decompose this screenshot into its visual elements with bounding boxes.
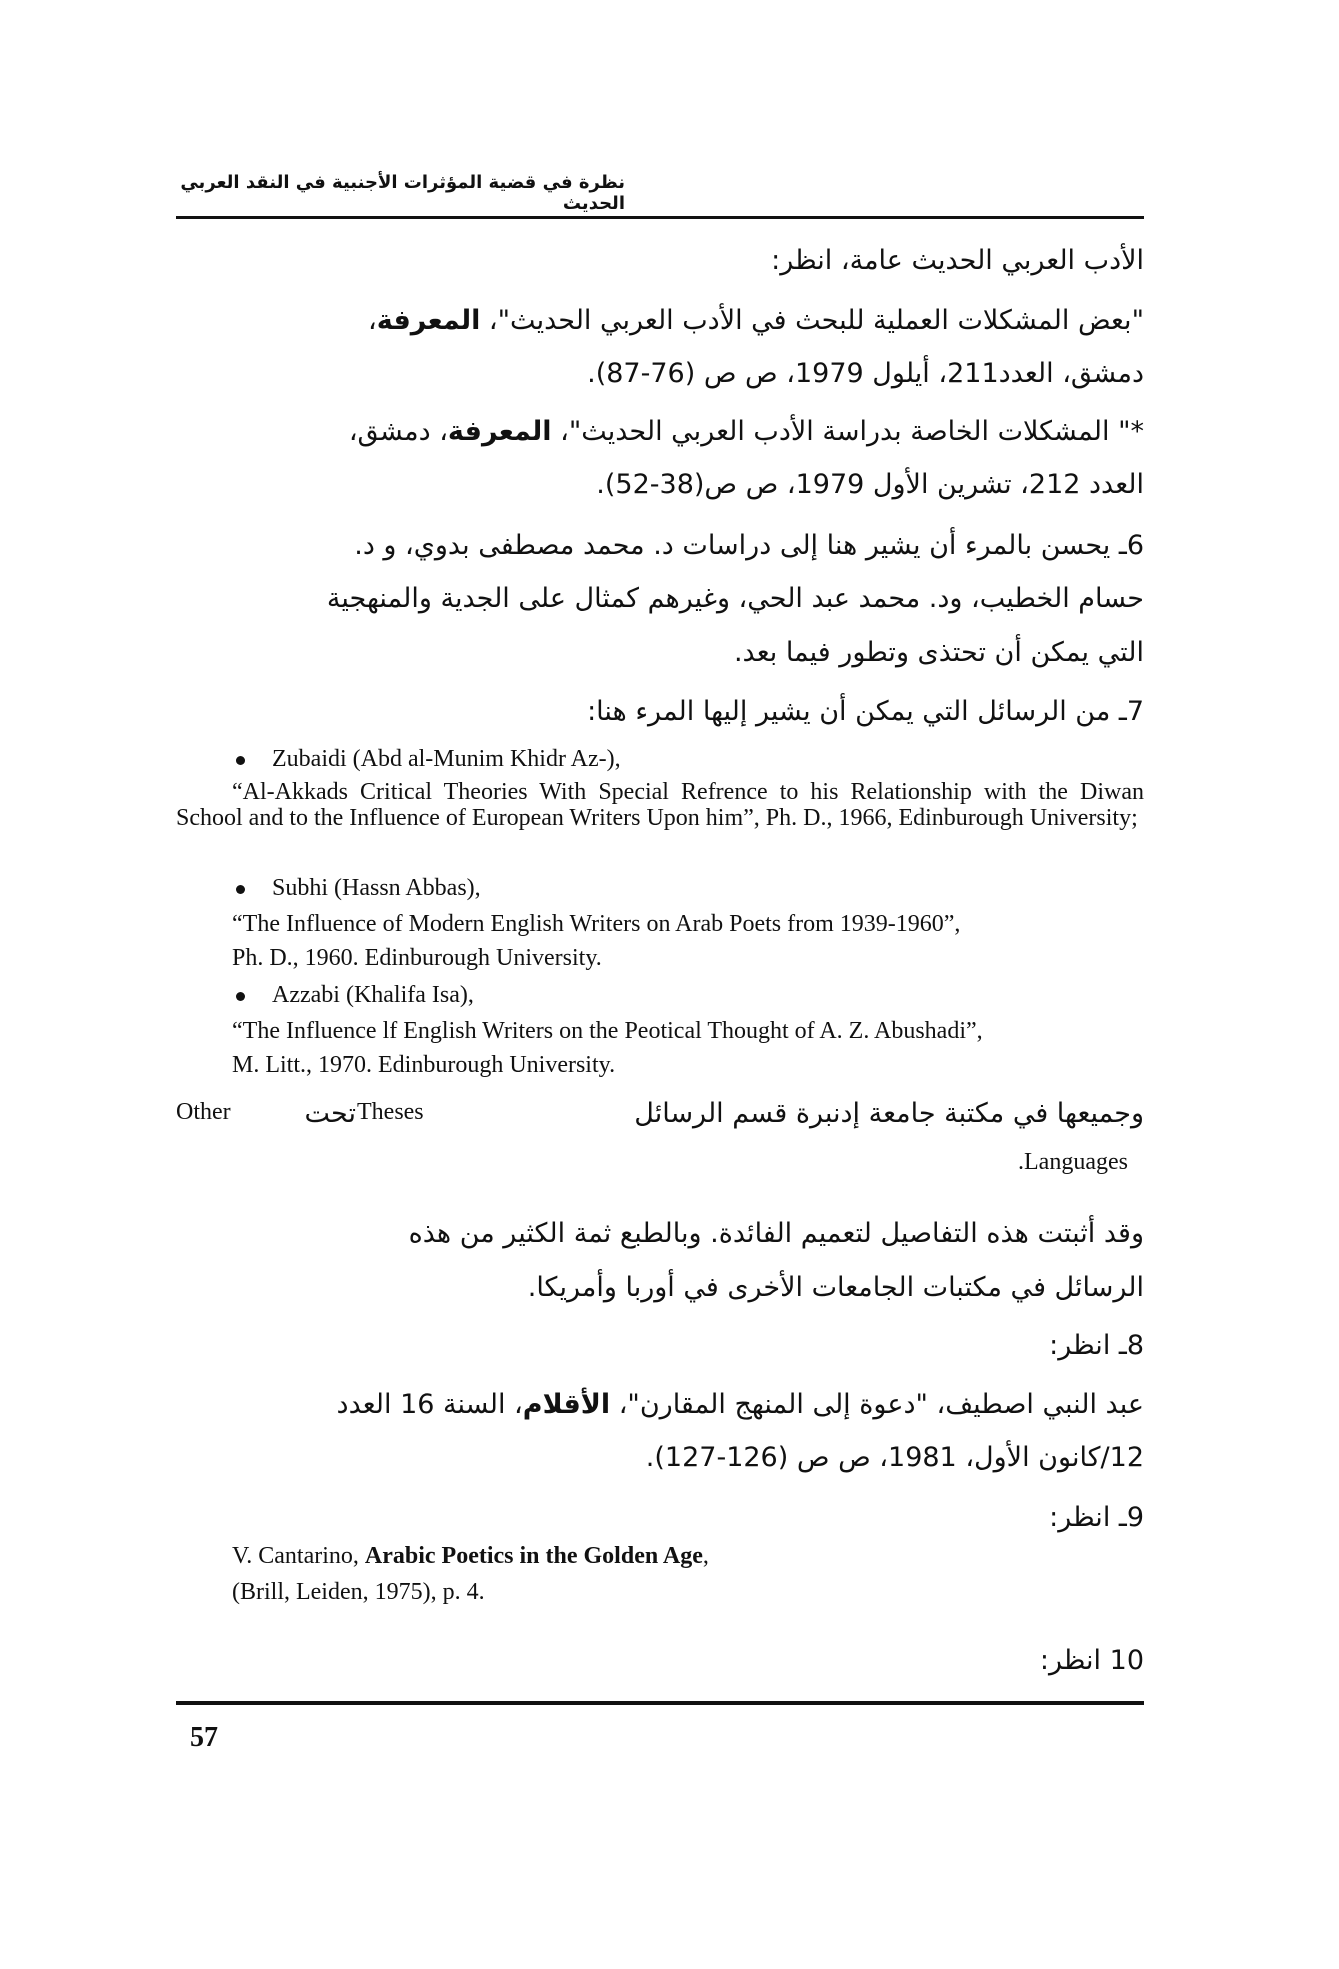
paragraph-line: العدد 212، تشرين الأول 1979، ص ص(38-52). — [596, 469, 1144, 500]
paragraph-line: تحت — [304, 1098, 356, 1129]
reference-publisher: (Brill, Leiden, 1975), p. 4. — [232, 1579, 485, 1605]
paragraph-line — [176, 404, 1144, 459]
citation-text: "بعض المشكلات العملية للبحث في الأدب العربي الحديث"، — [480, 305, 1144, 336]
english-term: Theses — [357, 1099, 424, 1125]
bullet-icon — [236, 756, 245, 765]
paragraph-line: 7ـ من الرسائل التي يمكن أن يشير إليها المرء هنا: — [587, 696, 1144, 727]
page-number: 57 — [190, 1722, 218, 1753]
reference-punct: , — [702, 1543, 709, 1569]
english-term: .Languages — [1018, 1149, 1128, 1175]
header-rule — [176, 216, 1144, 219]
citation-text: ، السنة 16 العدد — [336, 1389, 523, 1420]
thesis-detail: M. Litt., 1970. Edinburough University. — [232, 1052, 616, 1078]
footer-rule — [176, 1701, 1144, 1705]
citation-text: *" المشكلات الخاصة بدراسة الأدب العربي الحديث"، — [551, 416, 1144, 447]
thesis-detail: Ph. D., 1960. Edinburough University. — [232, 945, 602, 971]
journal-title: المعرفة — [447, 416, 552, 447]
citation-text: ، — [368, 305, 377, 336]
reference-author: V. Cantarino, — [232, 1543, 365, 1569]
thesis-author: Subhi (Hassn Abbas), — [272, 875, 481, 901]
paragraph-line: 10 انظر: — [1039, 1645, 1144, 1676]
bullet-icon — [236, 992, 245, 1001]
thesis-title: “Al-Akkads Critical Theories With Special Refrence to his Relationship with the Diwan School and to the Influence of European Writers Upon him”, Ph. D., 1966, Edinburough University; — [176, 779, 1144, 831]
paragraph-line: 8ـ انظر: — [1049, 1330, 1144, 1361]
paragraph-line: الأدب العربي الحديث عامة، انظر: — [771, 245, 1144, 276]
paragraph-line: حسام الخطيب، ود. محمد عبد الحي، وغيرهم كمثال على الجدية والمنهجية — [326, 583, 1144, 614]
thesis-author: Zubaidi (Abd al-Munim Khidr Az-), — [272, 746, 621, 772]
paragraph-line: وقد أثبتت هذه التفاصيل لتعميم الفائدة. وبالطبع ثمة الكثير من هذه — [408, 1218, 1144, 1249]
paragraph-line: التي يمكن أن تحتذى وتطور فيما بعد. — [733, 637, 1144, 668]
english-term: Other — [176, 1099, 231, 1125]
journal-title: الأقلام — [522, 1389, 611, 1420]
paragraph-line: دمشق، العدد211، أيلول 1979، ص ص (76-87). — [587, 358, 1144, 389]
paragraph-line — [176, 293, 1144, 348]
reference-line — [232, 1542, 709, 1571]
thesis-author: Azzabi (Khalifa Isa), — [272, 982, 474, 1008]
citation-text: عبد النبي اصطيف، "دعوة إلى المنهج المقارن"، — [610, 1389, 1144, 1420]
paragraph-line: 6ـ يحسن بالمرء أن يشير هنا إلى دراسات د. محمد مصطفى بدوي، و د. — [354, 530, 1144, 561]
paragraph-line: 9ـ انظر: — [1049, 1502, 1144, 1533]
thesis-title: “The Influence lf English Writers on the Peotical Thought of A. Z. Abushadi”, — [232, 1018, 983, 1044]
paragraph-line: وجميعها في مكتبة جامعة إدنبرة قسم الرسائل — [634, 1098, 1144, 1129]
paragraph-line: 12/كانون الأول، 1981، ص ص (126-127). — [645, 1442, 1144, 1473]
thesis-title: “The Influence of Modern English Writers on Arab Poets from 1939-1960”, — [232, 911, 961, 937]
citation-text: ، دمشق، — [348, 416, 448, 447]
paragraph-line: الرسائل في مكتبات الجامعات الأخرى في أوربا وأمريكا. — [527, 1272, 1144, 1303]
paragraph-line — [176, 1377, 1144, 1432]
journal-title: المعرفة — [376, 305, 481, 336]
header-title: نظرة في قضية المؤثرات الأجنبية في النقد العربي الحديث — [180, 172, 625, 214]
bullet-icon — [236, 885, 245, 894]
reference-title: Arabic Poetics in the Golden Age — [364, 1543, 703, 1569]
